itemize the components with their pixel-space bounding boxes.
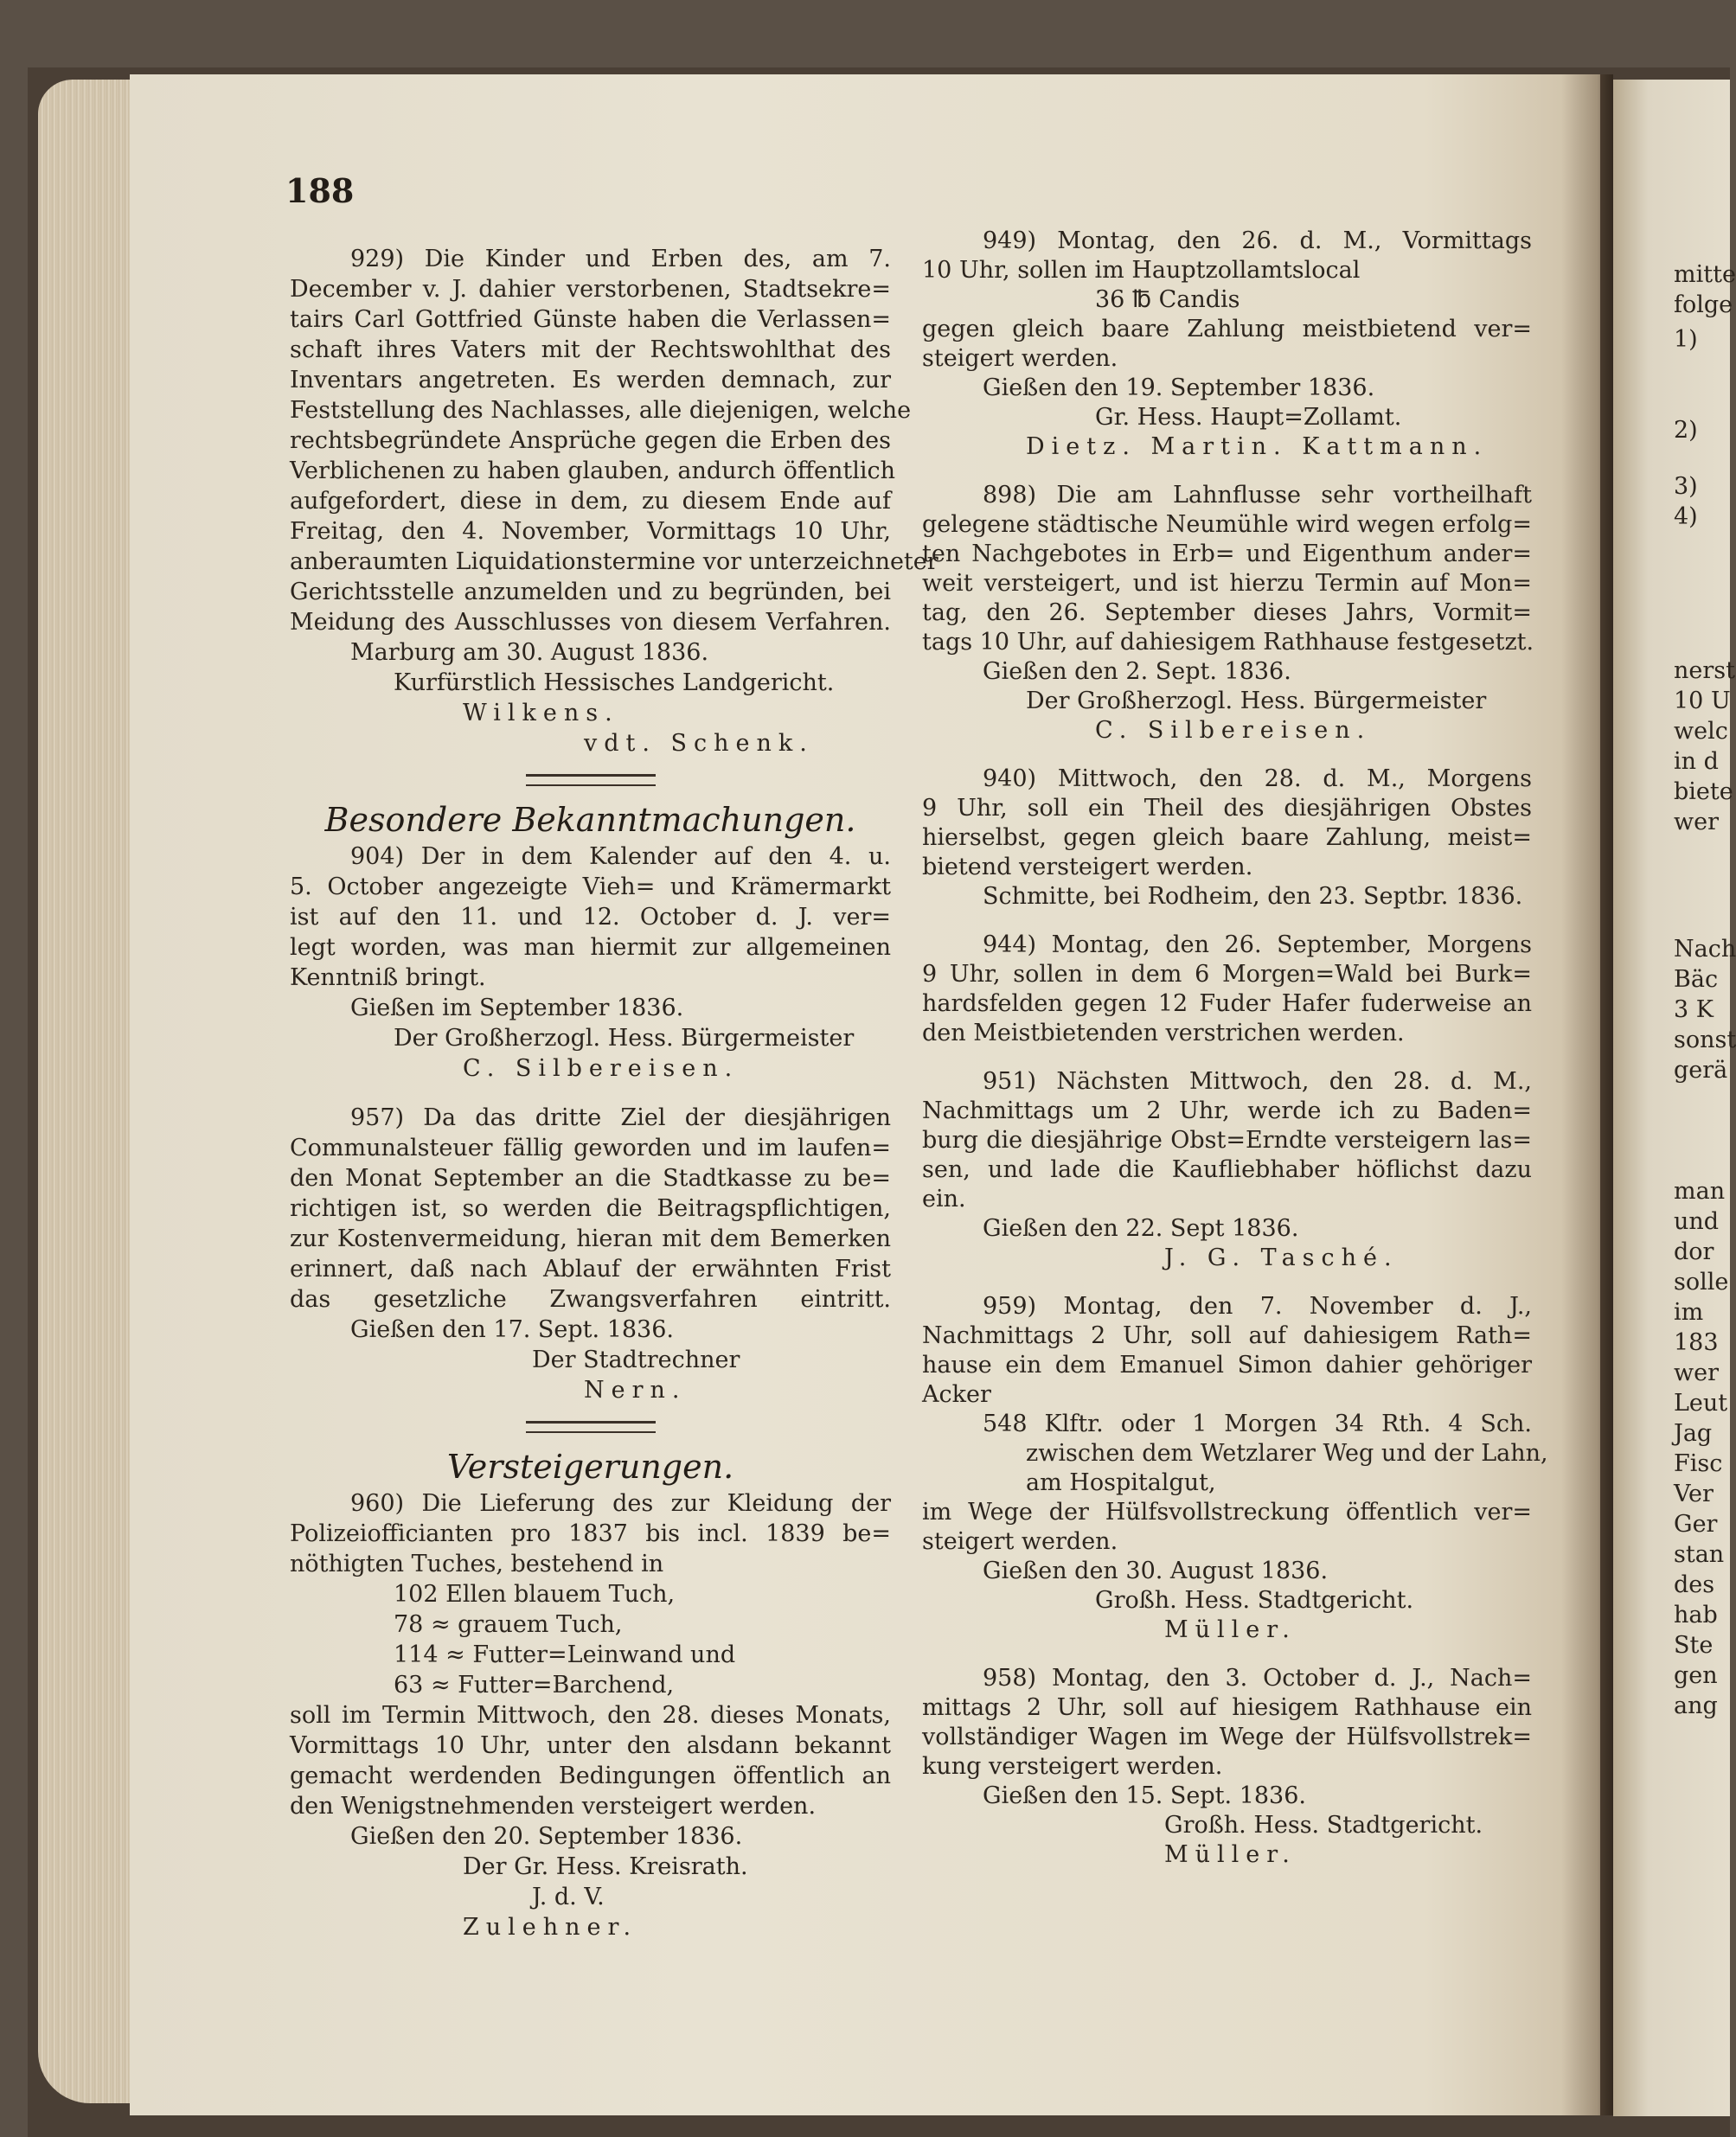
- adjacent-text-fragment: im: [1674, 1299, 1704, 1326]
- text-line: Gerichtsstelle anzumelden und zu begründen, bei: [290, 579, 891, 605]
- text-line: Vormittags 10 Uhr, unter den alsdann bekannt: [290, 1732, 891, 1759]
- adjacent-text-fragment: wer: [1674, 809, 1719, 835]
- text-line: Großh. Hess. Stadtgericht.: [1095, 1587, 1414, 1614]
- notice-separator: [922, 462, 1532, 481]
- text-line: 959) Montag, den 7. November d. J.,: [983, 1293, 1532, 1320]
- text-line: 940) Mittwoch, den 28. d. M., Morgens: [983, 765, 1532, 792]
- adjacent-text-fragment: sonst: [1674, 1027, 1736, 1053]
- page-right-adjacent: [1613, 80, 1736, 2116]
- text-line: weit versteigert, und ist hierzu Termin auf Mon=: [922, 570, 1532, 597]
- text-line: tags 10 Uhr, auf dahiesigem Rathhause festgesetzt.: [922, 629, 1534, 656]
- text-line: Dietz. Martin. Kattmann.: [1026, 433, 1489, 460]
- adjacent-text-fragment: 3 K: [1674, 996, 1714, 1023]
- text-line: richtigen ist, so werden die Beitragspflichtigen,: [290, 1195, 891, 1222]
- text-line: Freitag, den 4. November, Vormittags 10 Uhr,: [290, 518, 891, 545]
- text-line: steigert werden.: [922, 1528, 1118, 1555]
- adjacent-text-fragment: stan: [1674, 1541, 1725, 1568]
- adjacent-text-fragment: Fisc: [1674, 1450, 1723, 1477]
- adjacent-text-fragment: 1): [1674, 326, 1698, 353]
- text-line: steigert werden.: [922, 345, 1118, 372]
- text-line: 36 ℔ Candis: [1095, 286, 1240, 313]
- text-line: Der Gr. Hess. Kreisrath.: [463, 1853, 748, 1880]
- text-line: den Meistbietenden verstrichen werden.: [922, 1020, 1405, 1046]
- text-line: Großh. Hess. Stadtgericht.: [1164, 1812, 1483, 1839]
- text-line: Gießen im September 1836.: [350, 995, 684, 1021]
- adjacent-text-fragment: 183: [1674, 1329, 1719, 1356]
- notice-separator: [922, 1273, 1532, 1292]
- text-line: Schmitte, bei Rodheim, den 23. Septbr. 1836.: [983, 883, 1523, 910]
- text-line: soll im Termin Mittwoch, den 28. dieses Monats,: [290, 1702, 891, 1729]
- text-line: Acker: [922, 1381, 991, 1408]
- text-line: Wilkens.: [463, 700, 619, 726]
- notice-separator: [922, 912, 1532, 931]
- text-line: 929) Die Kinder und Erben des, am 7.: [350, 246, 891, 272]
- text-line: Marburg am 30. August 1836.: [350, 639, 709, 666]
- adjacent-text-fragment: 10 U: [1674, 688, 1731, 714]
- adjacent-text-fragment: hab: [1674, 1602, 1718, 1628]
- notice-separator: [922, 1645, 1532, 1664]
- text-line: Inventars angetreten. Es werden demnach, zur: [290, 367, 891, 393]
- text-line: am Hospitalgut,: [1026, 1469, 1216, 1496]
- text-line: 63 ≈ Futter=Barchend,: [394, 1672, 675, 1699]
- adjacent-text-fragment: welc: [1674, 718, 1728, 745]
- text-line: 960) Die Lieferung des zur Kleidung der: [350, 1490, 891, 1517]
- text-line: legt worden, was man hiermit zur allgemeinen: [290, 934, 891, 961]
- adjacent-text-fragment: nerst: [1674, 657, 1735, 684]
- text-line: Meidung des Ausschlusses von diesem Verfahren.: [290, 609, 891, 636]
- text-line: erinnert, daß nach Ablauf der erwähnten Frist: [290, 1256, 891, 1283]
- text-line: Verblichenen zu haben glauben, andurch öffentlich: [290, 457, 896, 484]
- text-line: mittags 2 Uhr, soll auf hiesigem Rathhause ein: [922, 1694, 1532, 1721]
- text-line: 78 ≈ grauem Tuch,: [394, 1611, 623, 1638]
- text-line: ein.: [922, 1186, 966, 1212]
- text-line: ist auf den 11. und 12. October d. J. ver=: [290, 904, 891, 931]
- adjacent-text-fragment: gen: [1674, 1662, 1718, 1689]
- text-line: den Wenigstnehmenden versteigert werden.: [290, 1793, 817, 1820]
- adjacent-text-fragment: Jag: [1674, 1420, 1713, 1447]
- text-line: schaft ihres Vaters mit der Rechtswohlthat des: [290, 336, 891, 363]
- text-line: Der Großherzogl. Hess. Bürgermeister: [1026, 688, 1487, 714]
- text-line: 957) Da das dritte Ziel der diesjährigen: [350, 1104, 891, 1131]
- text-line: Gießen den 20. September 1836.: [350, 1823, 743, 1850]
- notice-separator: [290, 1084, 891, 1103]
- text-line: 904) Der in dem Kalender auf den 4. u.: [350, 843, 891, 870]
- text-line: nöthigten Tuches, bestehend in: [290, 1551, 664, 1577]
- page-number: 188: [285, 171, 355, 210]
- notice-separator: [922, 745, 1532, 765]
- adjacent-text-fragment: 2): [1674, 417, 1698, 444]
- adjacent-text-fragment: Leut: [1674, 1390, 1728, 1417]
- adjacent-text-fragment: und: [1674, 1208, 1720, 1235]
- adjacent-text-fragment: 3): [1674, 473, 1698, 500]
- text-line: gelegene städtische Neumühle wird wegen erfolg=: [922, 511, 1532, 538]
- text-line: gemacht werdenden Bedingungen öffentlich an: [290, 1763, 891, 1789]
- text-line: im Wege der Hülfsvollstreckung öffentlich ver=: [922, 1499, 1532, 1526]
- text-line: 9 Uhr, sollen in dem 6 Morgen=Wald bei Burk=: [922, 961, 1532, 988]
- text-line: anberaumten Liquidationstermine vor unterzeichneter: [290, 548, 938, 575]
- text-line: J. d. V.: [532, 1884, 605, 1910]
- text-line: J. G. Tasché.: [1164, 1244, 1399, 1271]
- text-line: C. Silbereisen.: [1095, 717, 1372, 744]
- text-line: 898) Die am Lahnflusse sehr vortheilhaft: [983, 482, 1532, 509]
- adjacent-text-fragment: des: [1674, 1571, 1715, 1598]
- text-line: 10 Uhr, sollen im Hauptzollamtslocal: [922, 257, 1361, 284]
- adjacent-text-fragment: man: [1674, 1178, 1726, 1205]
- text-line: Nachmittags 2 Uhr, soll auf dahiesigem Rath=: [922, 1322, 1532, 1349]
- text-line: tag, den 26. September dieses Jahrs, Vormit=: [922, 599, 1532, 626]
- adjacent-text-fragment: dor: [1674, 1238, 1714, 1265]
- text-line: Gießen den 2. Sept. 1836.: [983, 658, 1291, 685]
- text-line: rechtsbegründete Ansprüche gegen die Erben des: [290, 427, 891, 454]
- section-heading: Versteigerungen.: [446, 1448, 734, 1486]
- text-line: Müller.: [1164, 1841, 1297, 1868]
- text-line: Polizeiofficianten pro 1837 bis incl. 1839 be=: [290, 1520, 891, 1547]
- adjacent-text-fragment: Bäc: [1674, 966, 1719, 993]
- text-line: burg die diesjährige Obst=Erndte versteigern las=: [922, 1127, 1532, 1154]
- text-line: 548 Klftr. oder 1 Morgen 34 Rth. 4 Sch.: [983, 1411, 1532, 1437]
- text-line: hause ein dem Emanuel Simon dahier gehöriger: [922, 1352, 1532, 1379]
- text-line: kung versteigert werden.: [922, 1753, 1223, 1780]
- adjacent-text-fragment: 4): [1674, 503, 1698, 530]
- right-column: [922, 227, 1548, 1870]
- adjacent-text-fragment: Ger: [1674, 1511, 1718, 1538]
- text-line: tairs Carl Gottfried Günste haben die Verlassen=: [290, 306, 891, 333]
- text-line: Gießen den 17. Sept. 1836.: [350, 1316, 674, 1343]
- text-line: 958) Montag, den 3. October d. J., Nach=: [983, 1665, 1532, 1692]
- text-line: December v. J. dahier verstorbenen, Stadtsekre=: [290, 276, 891, 303]
- text-line: zwischen dem Wetzlarer Weg und der Lahn,: [1026, 1440, 1548, 1467]
- text-line: vollständiger Wagen im Wege der Hülfsvollstrek=: [922, 1724, 1532, 1750]
- left-column: [290, 244, 938, 1942]
- text-line: Zulehner.: [463, 1914, 638, 1941]
- text-line: hardsfelden gegen 12 Fuder Hafer fuderweise an: [922, 990, 1532, 1017]
- adjacent-text-fragment: Ver: [1674, 1481, 1714, 1507]
- text-line: sen, und lade die Kaufliebhaber höflichst dazu: [922, 1156, 1532, 1183]
- section-heading: Besondere Bekanntmachungen.: [324, 801, 856, 839]
- text-line: Kurfürstlich Hessisches Landgericht.: [394, 669, 835, 696]
- section-divider: [526, 774, 656, 786]
- text-line: Gießen den 22. Sept 1836.: [983, 1215, 1299, 1242]
- adjacent-text-fragment: biete: [1674, 778, 1733, 805]
- text-line: Communalsteuer fällig geworden und im laufen=: [290, 1135, 891, 1161]
- text-line: 9 Uhr, soll ein Theil des diesjährigen Obstes: [922, 795, 1532, 822]
- adjacent-text-fragment: solle: [1674, 1269, 1729, 1296]
- text-line: Kenntniß bringt.: [290, 964, 486, 991]
- text-line: hierselbst, gegen gleich baare Zahlung, meist=: [922, 824, 1532, 851]
- adjacent-text-fragment: folge: [1674, 291, 1733, 318]
- text-line: 951) Nächsten Mittwoch, den 28. d. M.,: [983, 1068, 1532, 1095]
- notice-separator: [922, 1048, 1532, 1067]
- text-line: Gr. Hess. Haupt=Zollamt.: [1095, 404, 1402, 431]
- adjacent-text-fragment: in d: [1674, 748, 1719, 775]
- text-line: 5. October angezeigte Vieh= und Krämermarkt: [290, 873, 891, 900]
- text-line: das gesetzliche Zwangsverfahren eintritt.: [290, 1286, 891, 1313]
- book-gutter: [1561, 74, 1613, 2115]
- text-line: 114 ≈ Futter=Leinwand und: [394, 1641, 736, 1668]
- text-line: zur Kostenvermeidung, hieran mit dem Bemerken: [290, 1225, 891, 1252]
- text-line: Nern.: [584, 1377, 687, 1404]
- text-line: 944) Montag, den 26. September, Morgens: [983, 931, 1532, 958]
- text-line: Der Großherzogl. Hess. Bürgermeister: [394, 1025, 855, 1052]
- section-divider: [526, 1421, 656, 1433]
- text-line: 949) Montag, den 26. d. M., Vormittags: [983, 227, 1532, 254]
- text-line: bietend versteigert werden.: [922, 854, 1253, 880]
- text-line: vdt. Schenk.: [584, 730, 814, 757]
- text-line: ten Nachgebotes in Erb= und Eigenthum ander=: [922, 541, 1532, 567]
- text-line: C. Silbereisen.: [463, 1055, 740, 1082]
- text-line: 102 Ellen blauem Tuch,: [394, 1581, 676, 1608]
- text-line: den Monat September an die Stadtkasse zu be=: [290, 1165, 891, 1192]
- adjacent-text-fragment: mitte: [1674, 261, 1736, 288]
- text-line: Feststellung des Nachlasses, alle diejenigen, welche: [290, 397, 912, 424]
- text-line: Der Stadtrechner: [532, 1347, 740, 1373]
- text-line: aufgefordert, diese in dem, zu diesem Ende auf: [290, 488, 891, 515]
- adjacent-text-fragment: ang: [1674, 1692, 1718, 1719]
- text-line: Müller.: [1164, 1616, 1297, 1643]
- adjacent-text-fragment: wer: [1674, 1360, 1719, 1386]
- adjacent-text-fragment: Nach: [1674, 936, 1736, 963]
- text-line: Nachmittags um 2 Uhr, werde ich zu Baden=: [922, 1097, 1532, 1124]
- text-line: Gießen den 30. August 1836.: [983, 1558, 1329, 1584]
- text-line: gegen gleich baare Zahlung meistbietend ver=: [922, 316, 1532, 342]
- text-line: Gießen den 15. Sept. 1836.: [983, 1782, 1306, 1809]
- adjacent-text-fragment: Ste: [1674, 1632, 1714, 1659]
- text-line: Gießen den 19. September 1836.: [983, 374, 1375, 401]
- adjacent-text-fragment: gerä: [1674, 1057, 1728, 1084]
